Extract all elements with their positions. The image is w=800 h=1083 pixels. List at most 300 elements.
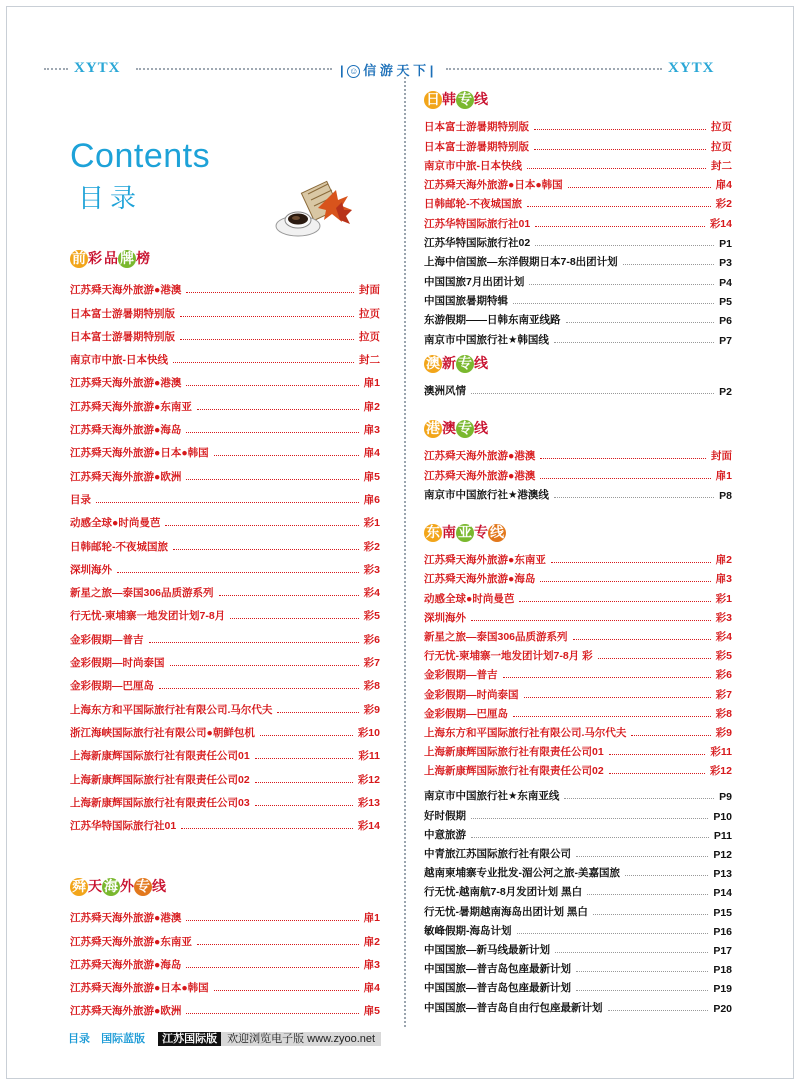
footer-edition: 国际蓝版 xyxy=(101,1033,146,1045)
toc-entry[interactable] xyxy=(424,803,732,822)
toc-list xyxy=(424,548,732,778)
heading-char: 榜 xyxy=(136,251,150,267)
toc-entry-page: 彩2 xyxy=(363,540,380,553)
toc-entry-page: 彩6 xyxy=(715,669,732,682)
toc-entry[interactable] xyxy=(70,670,380,693)
toc-entry-page: P16 xyxy=(713,925,732,938)
toc-entry-page: P19 xyxy=(713,983,732,996)
section-southeast-asia xyxy=(424,522,732,1015)
section-hongkong-macau xyxy=(424,418,732,502)
toc-entry-page: P8 xyxy=(719,489,732,502)
toc-entry[interactable] xyxy=(424,463,732,482)
heading-char: 外 xyxy=(120,879,134,895)
toc-entry[interactable] xyxy=(424,379,732,398)
toc-entry-title: 江苏华特国际旅行社02 xyxy=(424,237,531,250)
toc-entry-title: 江苏舜天海外旅游●欧洲 xyxy=(70,470,182,483)
heading-char: 线 xyxy=(152,879,166,895)
toc-entry-title: 中青旅江苏国际旅行社有限公司 xyxy=(424,848,571,860)
toc-entry-page: 扉2 xyxy=(363,935,380,948)
dot-leader xyxy=(576,971,708,972)
dot-leader xyxy=(566,322,715,323)
heading-char: 线 xyxy=(474,421,488,437)
toc-entry-title: 江苏舜天海外旅游●港澳 xyxy=(424,469,536,482)
dot-leader xyxy=(255,805,353,806)
toc-entry[interactable] xyxy=(424,861,732,880)
dot-leader xyxy=(180,316,354,317)
heading-char: 线 xyxy=(490,525,504,541)
section-color-brand-list xyxy=(70,248,380,833)
toc-entry[interactable] xyxy=(424,586,732,605)
toc-entry[interactable] xyxy=(70,437,380,460)
toc-entry-title: 日本富士游暑期特别版 xyxy=(424,140,529,153)
toc-entry-page: 扉3 xyxy=(363,424,380,437)
toc-entry-page: 扉1 xyxy=(715,469,732,482)
toc-entry[interactable] xyxy=(70,554,380,577)
contents-title: Contents xyxy=(70,137,211,175)
toc-list xyxy=(424,379,732,398)
toc-entry-page: 彩9 xyxy=(715,726,732,739)
dot-leader xyxy=(519,601,710,602)
toc-entry-title: 中国国旅7月出团计划 xyxy=(424,275,525,288)
toc-entry[interactable] xyxy=(424,483,732,502)
toc-entry-title: 金彩假期—普吉 xyxy=(70,633,144,646)
toc-entry-page: 扉3 xyxy=(363,958,380,971)
dot-leader xyxy=(554,342,714,343)
toc-entry-page: 扉1 xyxy=(363,912,380,925)
toc-entry-title: 浙江海峡国际旅行社有限公司●朝鲜包机 xyxy=(70,726,255,739)
toc-entry-page: P4 xyxy=(719,276,732,289)
toc-entry-title: 南京市中国旅行社★韩国线 xyxy=(424,333,549,346)
toc-entry-title: 金彩假期—巴厘岛 xyxy=(70,680,154,693)
toc-entry[interactable] xyxy=(70,693,380,716)
coffee-cup-illustration xyxy=(266,180,356,244)
heading-char: 澳 xyxy=(442,421,456,437)
toc-entry[interactable] xyxy=(424,115,732,134)
toc-entry[interactable] xyxy=(424,625,732,644)
toc-entry[interactable] xyxy=(424,567,732,586)
dot-leader xyxy=(230,618,358,619)
section-heading xyxy=(424,418,732,440)
toc-entry[interactable] xyxy=(70,972,380,995)
dot-leader xyxy=(555,952,708,953)
dot-leader xyxy=(513,303,714,304)
heading-char: 专 xyxy=(458,356,472,372)
heading-char: 天 xyxy=(88,879,102,895)
toc-entry-page: 彩8 xyxy=(715,707,732,720)
contents-subtitle: 目录 xyxy=(78,183,143,213)
toc-entry-title: 越南柬埔寨专业批发-湄公河之旅-美嘉国旅 xyxy=(424,867,620,880)
toc-entry[interactable] xyxy=(70,925,380,948)
toc-entry[interactable] xyxy=(70,623,380,646)
dot-leader xyxy=(564,798,714,799)
dot-leader xyxy=(609,754,706,755)
toc-entry[interactable] xyxy=(424,842,732,861)
toc-entry-page: 彩9 xyxy=(363,703,380,716)
dot-leader xyxy=(471,620,711,621)
dot-leader xyxy=(517,933,709,934)
header-dots xyxy=(136,68,332,72)
toc-entry-page: 扉6 xyxy=(363,493,380,506)
toc-entry-page: 彩14 xyxy=(709,217,732,230)
toc-entry[interactable] xyxy=(424,995,732,1014)
toc-entry[interactable] xyxy=(424,784,732,803)
dot-leader xyxy=(513,716,711,717)
dot-leader xyxy=(551,562,711,563)
footer xyxy=(68,1030,381,1046)
toc-entry[interactable] xyxy=(70,577,380,600)
dot-leader xyxy=(173,362,354,363)
dot-leader xyxy=(180,339,354,340)
heading-char: 新 xyxy=(442,356,456,372)
section-heading xyxy=(424,353,732,375)
left-logo: XYTX xyxy=(74,60,121,76)
toc-entry[interactable] xyxy=(424,721,732,740)
toc-entry-page: P14 xyxy=(713,887,732,900)
dot-leader xyxy=(186,432,358,433)
toc-entry-title: 南京市中国旅行社★东南亚线 xyxy=(424,790,560,803)
section-heading xyxy=(424,522,732,544)
toc-entry-page: 彩3 xyxy=(715,611,732,624)
toc-entry-page: 彩12 xyxy=(709,765,732,778)
top-header-bar xyxy=(44,60,754,78)
column-divider xyxy=(404,77,406,1027)
toc-entry[interactable] xyxy=(424,919,732,938)
toc-list xyxy=(424,115,732,231)
toc-entry[interactable] xyxy=(424,976,732,995)
dot-leader xyxy=(471,393,714,394)
toc-entry-title: 南京市中国旅行社★港澳线 xyxy=(424,488,549,501)
toc-entry[interactable] xyxy=(424,250,732,269)
toc-entry-page: 彩3 xyxy=(363,563,380,576)
toc-entry-page: 封二 xyxy=(711,159,732,172)
toc-entry[interactable] xyxy=(424,231,732,250)
toc-entry-title: 上海中信国旅—东洋假期日本7-8出团计划 xyxy=(424,256,618,269)
toc-entry-page: 拉页 xyxy=(359,330,380,343)
brand-name: | ☺ 信 游 天 下 | xyxy=(340,63,434,78)
heading-char: 品 xyxy=(104,251,118,267)
toc-entry[interactable] xyxy=(70,460,380,483)
toc-entry-title: 上海东方和平国际旅行社有限公司.马尔代夫 xyxy=(70,703,273,716)
heading-char: 专 xyxy=(458,421,472,437)
toc-entry-title: 江苏舜天海外旅游●日本●韩国 xyxy=(70,982,209,995)
toc-entry-title: 行无忧-柬埔寨一地发团计划7-8月 彩 xyxy=(424,650,593,663)
toc-entry-title: 金彩假期—巴厘岛 xyxy=(424,707,508,720)
heading-char: 前 xyxy=(72,251,86,267)
dot-leader xyxy=(186,920,358,921)
toc-entry-title: 行无忧-越南航7-8月发团计划 黑白 xyxy=(424,886,583,899)
toc-entry[interactable] xyxy=(70,647,380,670)
section-heading xyxy=(424,89,732,111)
footer-tagline: 欢迎浏览电子版 www.zyoo.net xyxy=(221,1032,381,1046)
heading-char: 亚 xyxy=(458,525,472,541)
toc-entry-title: 金彩假期—时尚泰国 xyxy=(424,688,519,701)
brand-label: 信 游 天 下 xyxy=(363,63,427,78)
toc-entry[interactable] xyxy=(424,327,732,346)
toc-entry[interactable] xyxy=(70,787,380,810)
dot-leader xyxy=(214,455,359,456)
dot-leader xyxy=(540,478,710,479)
toc-entry[interactable] xyxy=(70,763,380,786)
dot-leader xyxy=(576,856,708,857)
toc-entry[interactable] xyxy=(70,530,380,553)
toc-entry-page: 彩6 xyxy=(363,633,380,646)
toc-entry-page: 扉2 xyxy=(363,400,380,413)
footer-section: 目录 xyxy=(68,1033,90,1045)
toc-entry-title: 上海新康辉国际旅行社有限责任公司01 xyxy=(424,746,604,759)
toc-entry[interactable] xyxy=(424,308,732,327)
dot-leader xyxy=(471,818,708,819)
dot-leader xyxy=(631,735,710,736)
dot-leader xyxy=(527,168,706,169)
toc-entry-page: 彩5 xyxy=(363,610,380,623)
toc-entry[interactable] xyxy=(70,810,380,833)
dot-leader xyxy=(186,292,354,293)
toc-list xyxy=(424,444,732,483)
toc-entry[interactable] xyxy=(424,269,732,288)
toc-entry-page: 扉4 xyxy=(715,179,732,192)
toc-entry-page: 扉5 xyxy=(363,1005,380,1018)
toc-entry-page: 彩10 xyxy=(357,726,380,739)
toc-entry-page: 扉4 xyxy=(363,447,380,460)
toc-entry[interactable] xyxy=(424,682,732,701)
toc-entry-title: 好时假期 xyxy=(424,809,466,822)
heading-char: 东 xyxy=(426,525,440,541)
toc-entry[interactable] xyxy=(424,192,732,211)
toc-entry-title: 新星之旅—泰国306品质游系列 xyxy=(70,587,214,600)
dot-leader xyxy=(181,828,353,829)
dot-leader xyxy=(535,245,714,246)
dot-leader xyxy=(568,187,711,188)
heading-char: 专 xyxy=(474,525,488,541)
dot-leader xyxy=(214,990,359,991)
toc-entry-title: 日韩邮轮-不夜城国旅 xyxy=(424,198,522,211)
toc-entry[interactable] xyxy=(424,289,732,308)
toc-entry[interactable] xyxy=(424,211,732,230)
toc-entry-page: P17 xyxy=(713,944,732,957)
toc-entry-title: 日韩邮轮-不夜城国旅 xyxy=(70,540,168,553)
heading-char: 线 xyxy=(474,92,488,108)
toc-entry-page: 扉2 xyxy=(715,554,732,567)
toc-entry[interactable] xyxy=(70,344,380,367)
toc-entry-title: 动感全球●时尚曼芭 xyxy=(70,517,161,530)
toc-entry-title: 日本富士游暑期特别版 xyxy=(70,330,175,343)
dot-leader xyxy=(573,639,711,640)
toc-entry-title: 新星之旅—泰国306品质游系列 xyxy=(424,630,568,643)
toc-entry[interactable] xyxy=(424,957,732,976)
dot-leader xyxy=(255,782,353,783)
dot-leader xyxy=(96,502,359,503)
toc-entry[interactable] xyxy=(70,367,380,390)
dot-leader xyxy=(117,572,359,573)
toc-entry-title: 江苏华特国际旅行社01 xyxy=(424,217,531,230)
toc-entry-page: 彩4 xyxy=(715,630,732,643)
dot-leader xyxy=(529,284,714,285)
dot-leader xyxy=(197,409,359,410)
toc-entry-title: 江苏舜天海外旅游●日本●韩国 xyxy=(424,179,563,192)
dot-leader xyxy=(534,149,706,150)
toc-entry-title: 行无忧-柬埔寨一地发团计划7-8月 xyxy=(70,610,226,623)
toc-entry-title: 日本富士游暑期特别版 xyxy=(424,121,529,134)
toc-entry[interactable] xyxy=(70,297,380,320)
heading-char: 海 xyxy=(104,879,118,895)
dot-leader xyxy=(535,226,705,227)
toc-entry-title: 江苏舜天海外旅游●港澳 xyxy=(70,284,182,297)
dot-leader xyxy=(159,688,359,689)
dot-leader xyxy=(625,875,708,876)
dot-leader xyxy=(587,894,708,895)
toc-entry-title: 江苏舜天海外旅游●海岛 xyxy=(424,573,536,586)
dot-leader xyxy=(186,479,358,480)
toc-entry[interactable] xyxy=(424,154,732,173)
toc-entry-page: P2 xyxy=(719,386,732,399)
toc-entry[interactable] xyxy=(424,702,732,721)
toc-entry[interactable] xyxy=(424,444,732,463)
section-japan-korea xyxy=(424,89,732,347)
dot-leader xyxy=(186,967,358,968)
dot-leader xyxy=(255,758,354,759)
dot-leader xyxy=(186,1013,358,1014)
toc-entry-page: P10 xyxy=(713,810,732,823)
toc-list xyxy=(424,784,732,1014)
toc-entry[interactable] xyxy=(424,606,732,625)
toc-entry-title: 金彩假期—时尚泰国 xyxy=(70,657,165,670)
smile-icon: ☺ xyxy=(349,66,359,76)
toc-entry[interactable] xyxy=(70,321,380,344)
dot-leader xyxy=(471,837,709,838)
toc-entry-title: 澳洲风情 xyxy=(424,385,466,398)
toc-entry[interactable] xyxy=(70,414,380,437)
toc-entry-page: 彩2 xyxy=(715,198,732,211)
toc-entry-title: 江苏华特国际旅行社01 xyxy=(70,820,177,833)
toc-list xyxy=(70,902,380,1018)
toc-entry-page: 彩12 xyxy=(357,773,380,786)
toc-entry[interactable] xyxy=(424,134,732,153)
toc-entry-page: P20 xyxy=(713,1002,732,1015)
dot-leader xyxy=(527,206,711,207)
toc-entry-title: 中意旅游 xyxy=(424,828,466,841)
heading-char: 南 xyxy=(442,525,456,541)
toc-entry-page: P12 xyxy=(713,849,732,861)
header-dots xyxy=(446,68,662,72)
toc-entry-title: 上海东方和平国际旅行社有限公司.马尔代夫 xyxy=(424,726,627,739)
dot-leader xyxy=(598,658,711,659)
toc-entry[interactable] xyxy=(70,507,380,530)
header-dots xyxy=(44,68,68,72)
toc-entry-title: 上海新康辉国际旅行社有限责任公司03 xyxy=(70,796,250,809)
dot-leader xyxy=(534,129,706,130)
dot-leader xyxy=(623,264,714,265)
toc-list xyxy=(424,231,732,347)
toc-entry-title: 目录 xyxy=(70,493,91,506)
toc-entry[interactable] xyxy=(70,740,380,763)
toc-entry[interactable] xyxy=(70,949,380,972)
dot-leader xyxy=(524,697,711,698)
dot-leader xyxy=(609,773,705,774)
heading-char: 专 xyxy=(136,879,150,895)
toc-entry-title: 东游假期——日韩东南亚线路 xyxy=(424,314,561,327)
toc-entry-title: 中国国旅—普吉岛包座最新计划 xyxy=(424,982,571,995)
toc-entry-page: P13 xyxy=(713,868,732,881)
heading-char: 舜 xyxy=(72,879,86,895)
toc-list xyxy=(70,274,380,833)
dot-leader xyxy=(173,549,359,550)
section-heading xyxy=(70,248,380,270)
toc-entry-page: 彩7 xyxy=(715,688,732,701)
toc-entry-page: 扉1 xyxy=(363,377,380,390)
toc-entry-title: 金彩假期—普吉 xyxy=(424,669,498,682)
toc-entry[interactable] xyxy=(70,717,380,740)
toc-entry-page: P3 xyxy=(719,257,732,270)
dot-leader xyxy=(197,944,359,945)
section-heading xyxy=(70,876,380,898)
dot-leader xyxy=(503,677,711,678)
toc-entry-title: 江苏舜天海外旅游●东南亚 xyxy=(424,554,546,567)
dot-leader xyxy=(170,665,359,666)
heading-char: 牌 xyxy=(120,251,134,267)
dot-leader xyxy=(277,712,358,713)
toc-entry[interactable] xyxy=(70,600,380,623)
right-logo: XYTX xyxy=(668,60,715,76)
toc-entry[interactable] xyxy=(424,823,732,842)
toc-entry[interactable] xyxy=(424,173,732,192)
toc-entry-title: 中国国旅—普吉岛自由行包座最新计划 xyxy=(424,1001,603,1014)
dot-leader xyxy=(540,581,710,582)
heading-char: 澳 xyxy=(426,356,440,372)
heading-char: 港 xyxy=(426,421,440,437)
toc-entry-page: 彩1 xyxy=(363,517,380,530)
toc-entry-page: 彩7 xyxy=(363,657,380,670)
toc-entry-title: 江苏舜天海外旅游●东南亚 xyxy=(70,400,192,413)
toc-entry[interactable] xyxy=(424,899,732,918)
dot-leader xyxy=(260,735,353,736)
heading-char: 专 xyxy=(458,92,472,108)
dot-leader xyxy=(608,1010,709,1011)
section-australia-nz xyxy=(424,353,732,398)
toc-entry-title: 深圳海外 xyxy=(424,611,466,624)
toc-entry[interactable] xyxy=(424,548,732,567)
toc-entry-title: 上海新康辉国际旅行社有限责任公司02 xyxy=(70,773,250,786)
toc-entry-title: 江苏舜天海外旅游●海岛 xyxy=(70,958,182,971)
toc-entry[interactable] xyxy=(424,740,732,759)
toc-entry-title: 动感全球●时尚曼芭 xyxy=(424,592,515,605)
toc-entry[interactable] xyxy=(424,938,732,957)
toc-entry-page: 彩5 xyxy=(715,650,732,663)
heading-char: 韩 xyxy=(442,92,456,108)
toc-entry-page: 封面 xyxy=(711,450,732,463)
toc-entry[interactable] xyxy=(70,274,380,297)
toc-entry[interactable] xyxy=(424,880,732,899)
dot-leader xyxy=(593,914,708,915)
heading-char: 日 xyxy=(426,92,440,108)
toc-entry-page: 扉5 xyxy=(363,470,380,483)
toc-entry[interactable] xyxy=(424,644,732,663)
toc-entry[interactable] xyxy=(424,663,732,682)
toc-entry-page: 封二 xyxy=(359,354,380,367)
toc-entry[interactable] xyxy=(70,390,380,413)
toc-entry-title: 南京市中旅-日本快线 xyxy=(70,354,168,367)
toc-entry[interactable] xyxy=(424,759,732,778)
toc-entry-page: P11 xyxy=(713,829,732,842)
toc-entry-title: 中国国旅—新马线最新计划 xyxy=(424,943,550,956)
toc-entry[interactable] xyxy=(70,995,380,1018)
toc-entry[interactable] xyxy=(70,484,380,507)
toc-entry[interactable] xyxy=(70,902,380,925)
toc-entry-page: 拉页 xyxy=(711,140,732,153)
toc-entry-page: 扉3 xyxy=(715,573,732,586)
toc-entry-page: 彩1 xyxy=(715,592,732,605)
toc-entry-page: 彩8 xyxy=(363,680,380,693)
toc-entry-title: 江苏舜天海外旅游●欧洲 xyxy=(70,1005,182,1018)
